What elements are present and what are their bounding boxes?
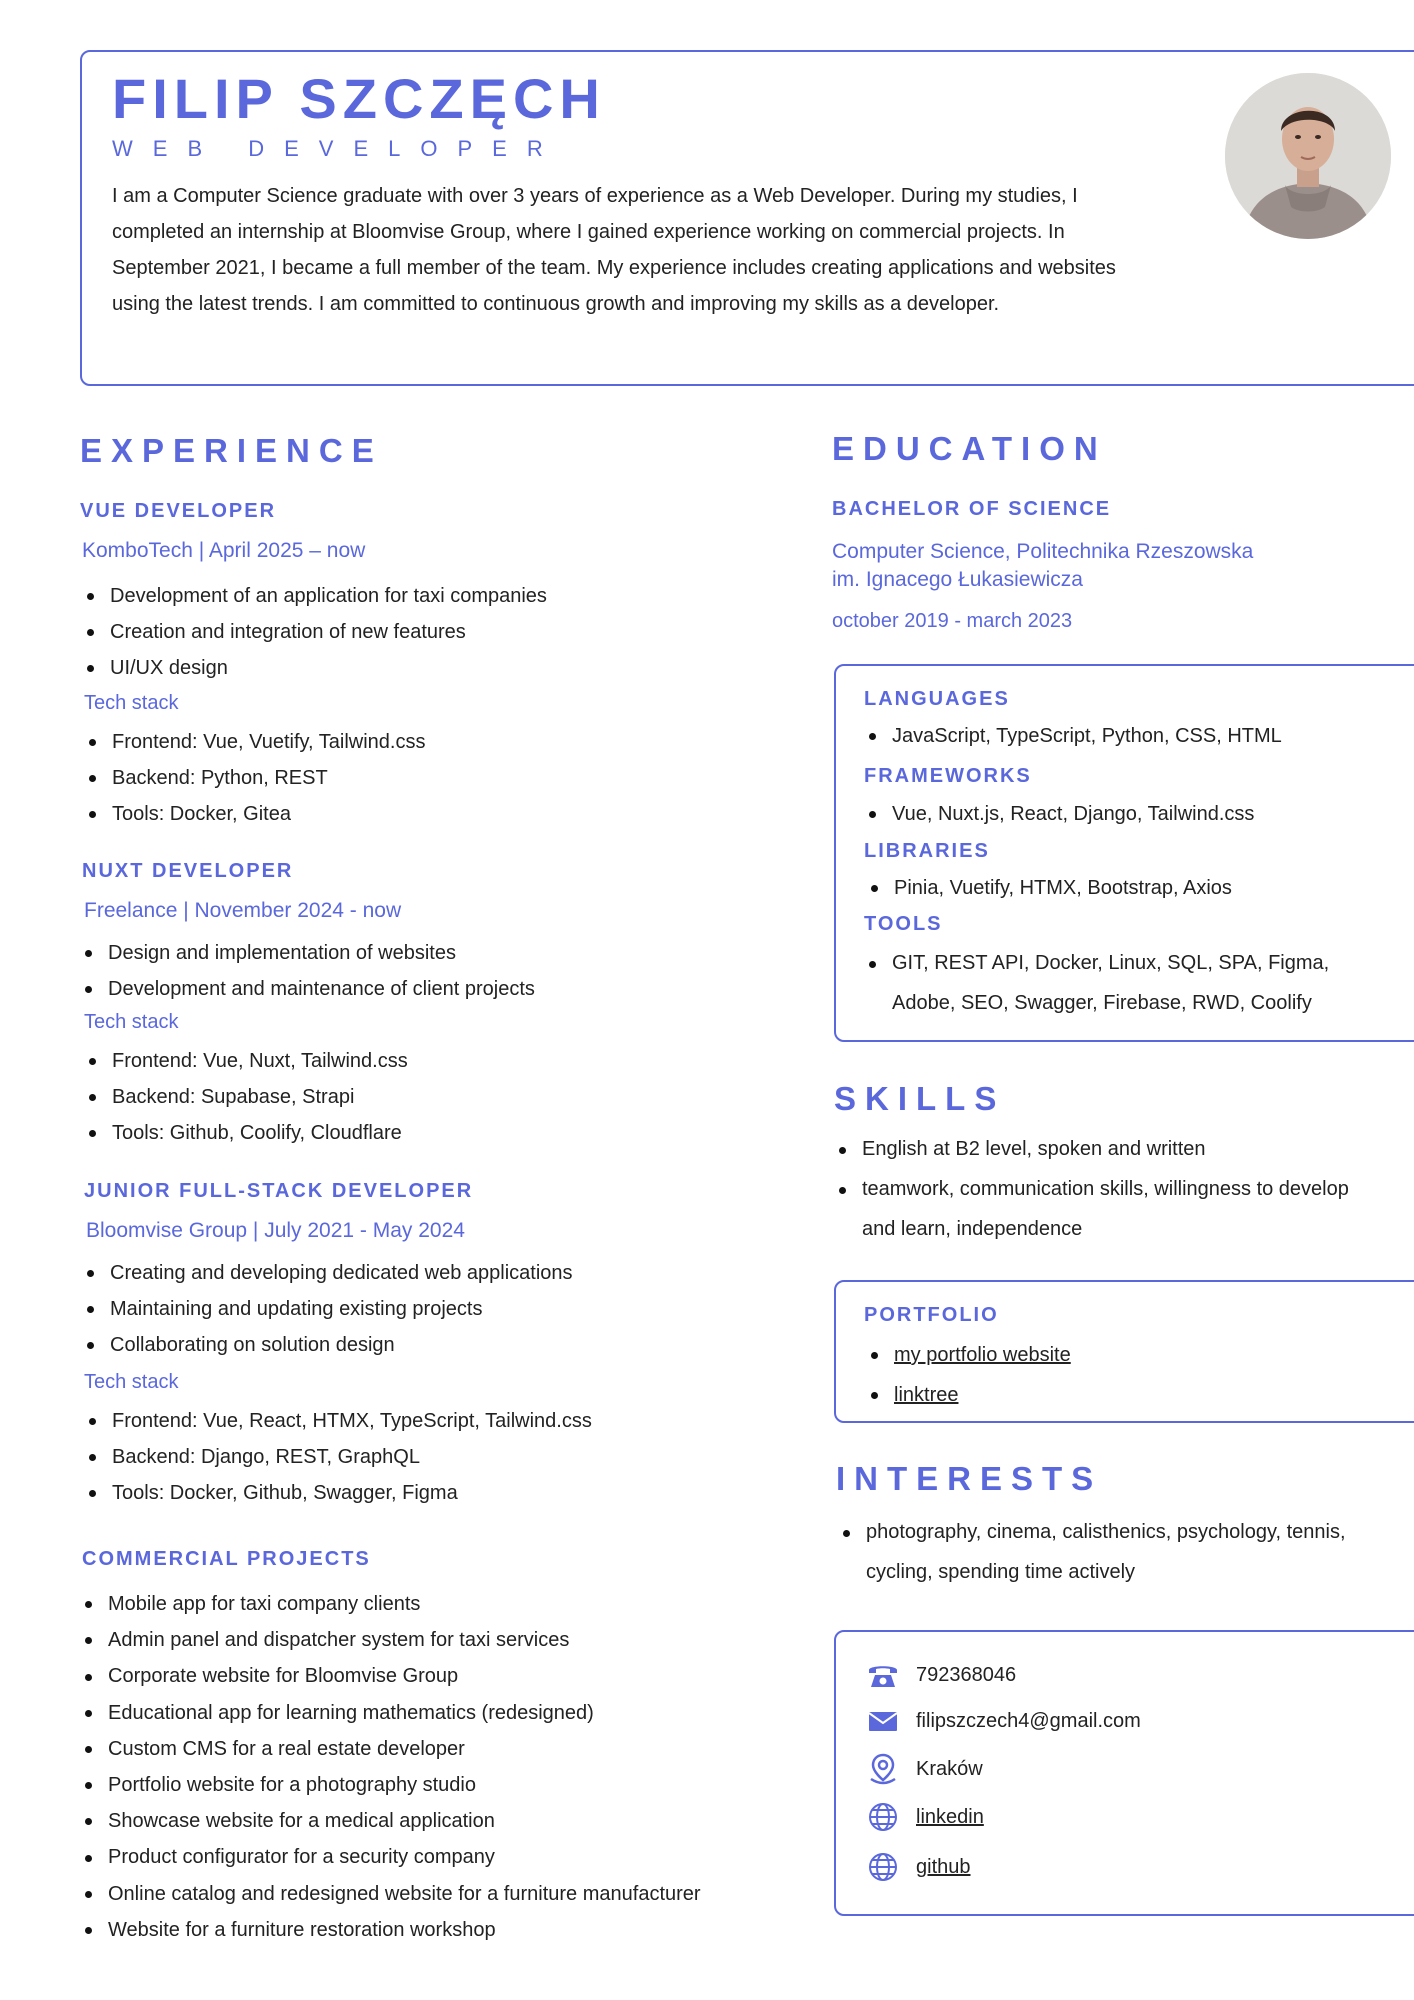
linkedin-link[interactable]: linkedin [916,1805,984,1828]
education-heading: EDUCATION [832,430,1107,467]
tech-stack-label: Tech stack [84,692,179,714]
list-item: Online catalog and redesigned website for a furniture manufacturer [80,1876,701,1912]
job-role: WEB DEVELOPER [112,136,563,161]
list-item: Custom CMS for a real estate developer [80,1731,701,1767]
job-title: NUXT DEVELOPER [82,860,294,882]
tech-stack-list [84,724,426,832]
list-item: Educational app for learning mathematics (redesigned) [80,1695,701,1731]
phone-icon [866,1658,900,1692]
tech-stack-label: Tech stack [84,1371,179,1393]
frameworks-heading: FRAMEWORKS [864,765,1032,787]
experience-heading: EXPERIENCE [80,432,383,469]
contact-phone [866,1658,1016,1692]
profile-summary: I am a Computer Science graduate with over 3 years of experience as a Web Developer. During my studies, I completed an internship at Bloomvise Group, where I gained experience working on commercial projects. In September 2021, I became a full member of the team. My experience includes creating applications and websites using the latest trends. I am committed to continuous growth and improving my skills as a developer. [112,185,1116,315]
skills-list [834,1129,1354,1249]
list-item: Development and maintenance of client projects [80,971,535,1007]
tech-stack-list [84,1043,408,1151]
list-item [866,1375,1071,1415]
list-item [866,1335,1071,1375]
list-item: Admin panel and dispatcher system for taxi services [80,1622,701,1658]
school-name: Computer Science, Politechnika Rzeszowska [832,540,1254,563]
contact-email [866,1704,1141,1738]
job-meta: Bloomvise Group | July 2021 - May 2024 [86,1219,465,1242]
frameworks-list [864,798,1254,830]
job-meta: Freelance | November 2024 - now [84,899,402,922]
list-item: teamwork, communication skills, willingness to develop and learn, independence [834,1169,1354,1249]
contact-location [866,1752,983,1786]
interests-list [838,1512,1358,1592]
tech-stack-list [84,1403,592,1511]
list-item: Pinia, Vuetify, HTMX, Bootstrap, Axios [866,872,1232,904]
globe-icon [866,1850,900,1884]
list-item: Backend: Python, REST [84,760,426,796]
portfolio-links [866,1335,1071,1415]
list-item: Corporate website for Bloomvise Group [80,1658,701,1694]
commercial-projects-heading: COMMERCIAL PROJECTS [82,1548,371,1570]
school-patron: im. Ignacego Łukasiewicza [832,568,1083,591]
job-duties-list [82,578,547,686]
list-item: Maintaining and updating existing projects [82,1291,573,1327]
list-item: Vue, Nuxt.js, React, Django, Tailwind.css [864,798,1254,830]
mail-icon [866,1704,900,1738]
list-item: UI/UX design [82,650,547,686]
libraries-heading: LIBRARIES [864,840,990,862]
list-item: Backend: Supabase, Strapi [84,1079,408,1115]
list-item: Collaborating on solution design [82,1327,573,1363]
list-item: Tools: Docker, Gitea [84,796,426,832]
location-pin-icon [866,1752,900,1786]
list-item: Design and implementation of websites [80,935,535,971]
location-text: Kraków [916,1757,983,1780]
list-item: GIT, REST API, Docker, Linux, SQL, SPA, Figma, Adobe, SEO, Swagger, Firebase, RWD, Coolify [864,943,1364,1023]
languages-list [864,720,1282,752]
list-item: English at B2 level, spoken and written [834,1129,1354,1169]
list-item: Creating and developing dedicated web applications [82,1255,573,1291]
contact-github [866,1850,971,1884]
list-item: Website for a furniture restoration workshop [80,1912,701,1948]
list-item: photography, cinema, calisthenics, psychology, tennis, cycling, spending time actively [838,1512,1358,1592]
email-address[interactable]: filipszczech4@gmail.com [916,1709,1141,1732]
tech-stack-label: Tech stack [84,1011,179,1033]
job-duties-list [82,1255,573,1363]
list-item: Frontend: Vue, Nuxt, Tailwind.css [84,1043,408,1079]
globe-icon [866,1800,900,1834]
list-item: Development of an application for taxi companies [82,578,547,614]
list-item: JavaScript, TypeScript, Python, CSS, HTML [864,720,1282,752]
list-item: Portfolio website for a photography studio [80,1767,701,1803]
list-item: Showcase website for a medical application [80,1803,701,1839]
list-item: Mobile app for taxi company clients [80,1586,701,1622]
contact-linkedin [866,1800,984,1834]
person-name: FILIP SZCZĘCH [112,67,606,130]
github-link[interactable]: github [916,1855,971,1878]
list-item: Backend: Django, REST, GraphQL [84,1439,592,1475]
languages-heading: LANGUAGES [864,688,1010,710]
projects-list [80,1586,701,1948]
degree-title: BACHELOR OF SCIENCE [832,498,1112,520]
job-title: JUNIOR FULL-STACK DEVELOPER [84,1180,474,1202]
list-item: Frontend: Vue, Vuetify, Tailwind.css [84,724,426,760]
interests-heading: INTERESTS [836,1460,1103,1497]
linktree-link[interactable]: linktree [894,1384,959,1406]
list-item: Frontend: Vue, React, HTMX, TypeScript, Tailwind.css [84,1403,592,1439]
avatar [1225,73,1391,239]
portfolio-heading: PORTFOLIO [864,1304,999,1326]
job-meta: KomboTech | April 2025 – now [82,539,366,562]
tools-list [864,943,1364,1023]
skills-heading: SKILLS [834,1080,1006,1117]
list-item: Tools: Docker, Github, Swagger, Figma [84,1475,592,1511]
phone-number[interactable]: 792368046 [916,1663,1017,1686]
list-item: Tools: Github, Coolify, Cloudflare [84,1115,408,1151]
job-duties-list [80,935,535,1007]
portfolio-website-link[interactable]: my portfolio website [894,1344,1071,1366]
libraries-list [866,872,1232,904]
education-dates: october 2019 - march 2023 [832,610,1073,632]
job-title: VUE DEVELOPER [80,500,277,522]
tools-heading: TOOLS [864,913,943,935]
list-item: Product configurator for a security company [80,1839,701,1875]
list-item: Creation and integration of new features [82,614,547,650]
